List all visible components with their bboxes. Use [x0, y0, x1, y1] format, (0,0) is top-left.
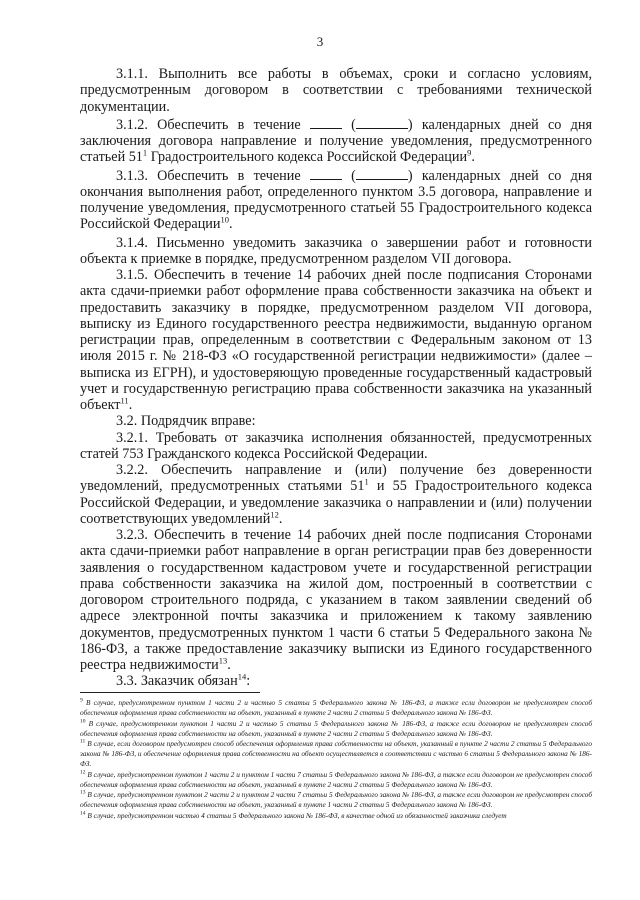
- paragraph-3-1-3: 3.1.3. Обеспечить в течение ( ) календарных дней со дня окончания выполнения работ, определенного пунктом 3.5 договора, направление и получение уведомления, предусмотренного статьей 55 Градостроительного кодекса Российской Федерации$^{10}$.: [80, 167, 592, 233]
- page-number: 3: [316, 34, 324, 49]
- footnote-ref: 10: [220, 214, 229, 225]
- footnote-ref: 13: [218, 655, 228, 666]
- paragraph-3-2: 3.2. Подрядчик вправе:: [116, 413, 256, 430]
- footnote-12: $^{12}$ В случае, предусмотренном пунктом 1 части 2 и пунктом 1 части 7 статьи 5 Федерального закона № 186-ФЗ, а также если договором не предусмотрен способ обеспечения оформления права собственности на объект, указанный в пункте 2 части 2 статьи 5 Федерального закона № 186-ФЗ.: [80, 769, 592, 789]
- paragraph-3-2-1: 3.2.1. Требовать от заказчика исполнения обязанностей, предусмотренных статей 753 Гражданского кодекса Российской Федерации.: [80, 429, 592, 462]
- paragraph-3-2-2: 3.2.2. Обеспечить направление и (или) получение без доверенности уведомлений, предусмотренных статьями $51^1$ и 55 Градостроительного кодекса Российской Федерации, и уведомление заказчика о направлении и (или) получении соответствующих уведомлений$^{12}$.: [80, 462, 592, 527]
- footnote-10: $^{10}$ В случае, предусмотренном пунктом 1 части 2 и частью 5 статьи 5 Федерального закона № 186-ФЗ, а также если договором не предусмотрен способ обеспечения оформления права собственности на объект, указанный в пункте 2 части 2 статьи 5 Федерального закона № 186-ФЗ.: [80, 718, 592, 738]
- paragraph-3-1-1: 3.1.1. Выполнить все работы в объемах, сроки и согласно условиям, предусмотренным договором в соответствии с требованиями технической документации.: [80, 66, 592, 115]
- footnote-ref: 12: [270, 509, 279, 520]
- paragraph-3-1-4: 3.1.4. Письменно уведомить заказчика о завершении работ и готовности объекта к приемке в порядке, предусмотренном разделом VII договора.: [80, 234, 592, 267]
- paragraph-3-2-3: 3.2.3. Обеспечить в течение 14 рабочих дней после подписания Сторонами акта сдачи-приемки работ направление в орган регистрации прав без доверенности заявления о государственном кадастровом учете и государственной регистрации права собственности заказчика на жилой дом, построенный в соответствии с договором строительного подряда, с указанием в таком заявлении сведений об адресе электронной почты заказчика и приложением к такому заявлению документов, предусмотренных пунктом 1 части 6 статьи 5 Федерального закона № 186-ФЗ, а также предоставление заказчику выписки из Единого государственного реестра недвижимости$^{13}$.: [80, 527, 592, 673]
- footnote-11: $^{11}$ В случае, если договором предусмотрен способ обеспечения оформления права собственности на объект, указанный в пункте 2 части 2 статьи 5 Федерального закона № 186-ФЗ, и обеспечение оформления права собственности на объект осуществляется в соответствии с частью 6 статьи 5 Федерального закона № 186-ФЗ.: [80, 738, 592, 768]
- footnote-14: $^{14}$ В случае, предусмотренном частью 4 статьи 5 Федерального закона № 186-ФЗ, в качестве одной из обязанностей заказчика следует: [80, 810, 507, 820]
- paragraph-3-3: 3.3. Заказчик обязан$^{14}$:: [116, 671, 251, 690]
- blank-field: [310, 168, 342, 180]
- paragraph-3-1-2: 3.1.2. Обеспечить в течение ( ) календарных дней со дня заключения договора направление и получение уведомления, предусмотренного статьей $51^1$ Градостроительного кодекса Российской Федерации$^9$.: [80, 116, 592, 166]
- blank-field: [356, 117, 408, 129]
- footnote-ref: 9: [467, 147, 472, 158]
- footnote-9: $^9$ В случае, предусмотренном пунктом 1 части 2 и частью 5 статьи 5 Федерального закона № 186-ФЗ, а также если договором не предусмотрен способ обеспечения оформления права собственности на объект, указанный в пункте 2 части 2 статьи 5 Федерального закона № 186-ФЗ.: [80, 697, 592, 717]
- footnote-ref: 11: [120, 395, 129, 406]
- blank-field: [356, 168, 408, 180]
- document-body: [80, 66, 592, 690]
- footnote-separator: [80, 692, 260, 693]
- blank-field: [310, 117, 342, 129]
- footnote-ref: 14: [237, 671, 247, 682]
- paragraph-3-1-5: 3.1.5. Обеспечить в течение 14 рабочих дней после подписания Сторонами акта сдачи-приемки работ оформление права собственности заказчика на объект и предоставить заказчику в порядке, предусмотренном разделом VII договора, выписку из Единого государственного реестра недвижимости, выданную органом регистрации прав, определенным в соответствии с Федеральным законом от 13 июля 2015 г. № 218-ФЗ «О государственной регистрации недвижимости» (далее – выписка из ЕГРН), и удостоверяющую проведенные государственный кадастровый учет и государственную регистрацию права собственности заказчика на указанный объект$^{11}$.: [80, 267, 592, 413]
- footnote-13: $^{13}$ В случае, предусмотренном пунктом 2 части 2 и пунктом 2 части 7 статьи 5 Федерального закона № 186-ФЗ, а также если договором не предусмотрен способ обеспечения оформления права собственности на объект, указанный в пункте 1 части 2 статьи 5 Федерального закона № 186-ФЗ.: [80, 789, 592, 809]
- footnotes: [80, 698, 592, 821]
